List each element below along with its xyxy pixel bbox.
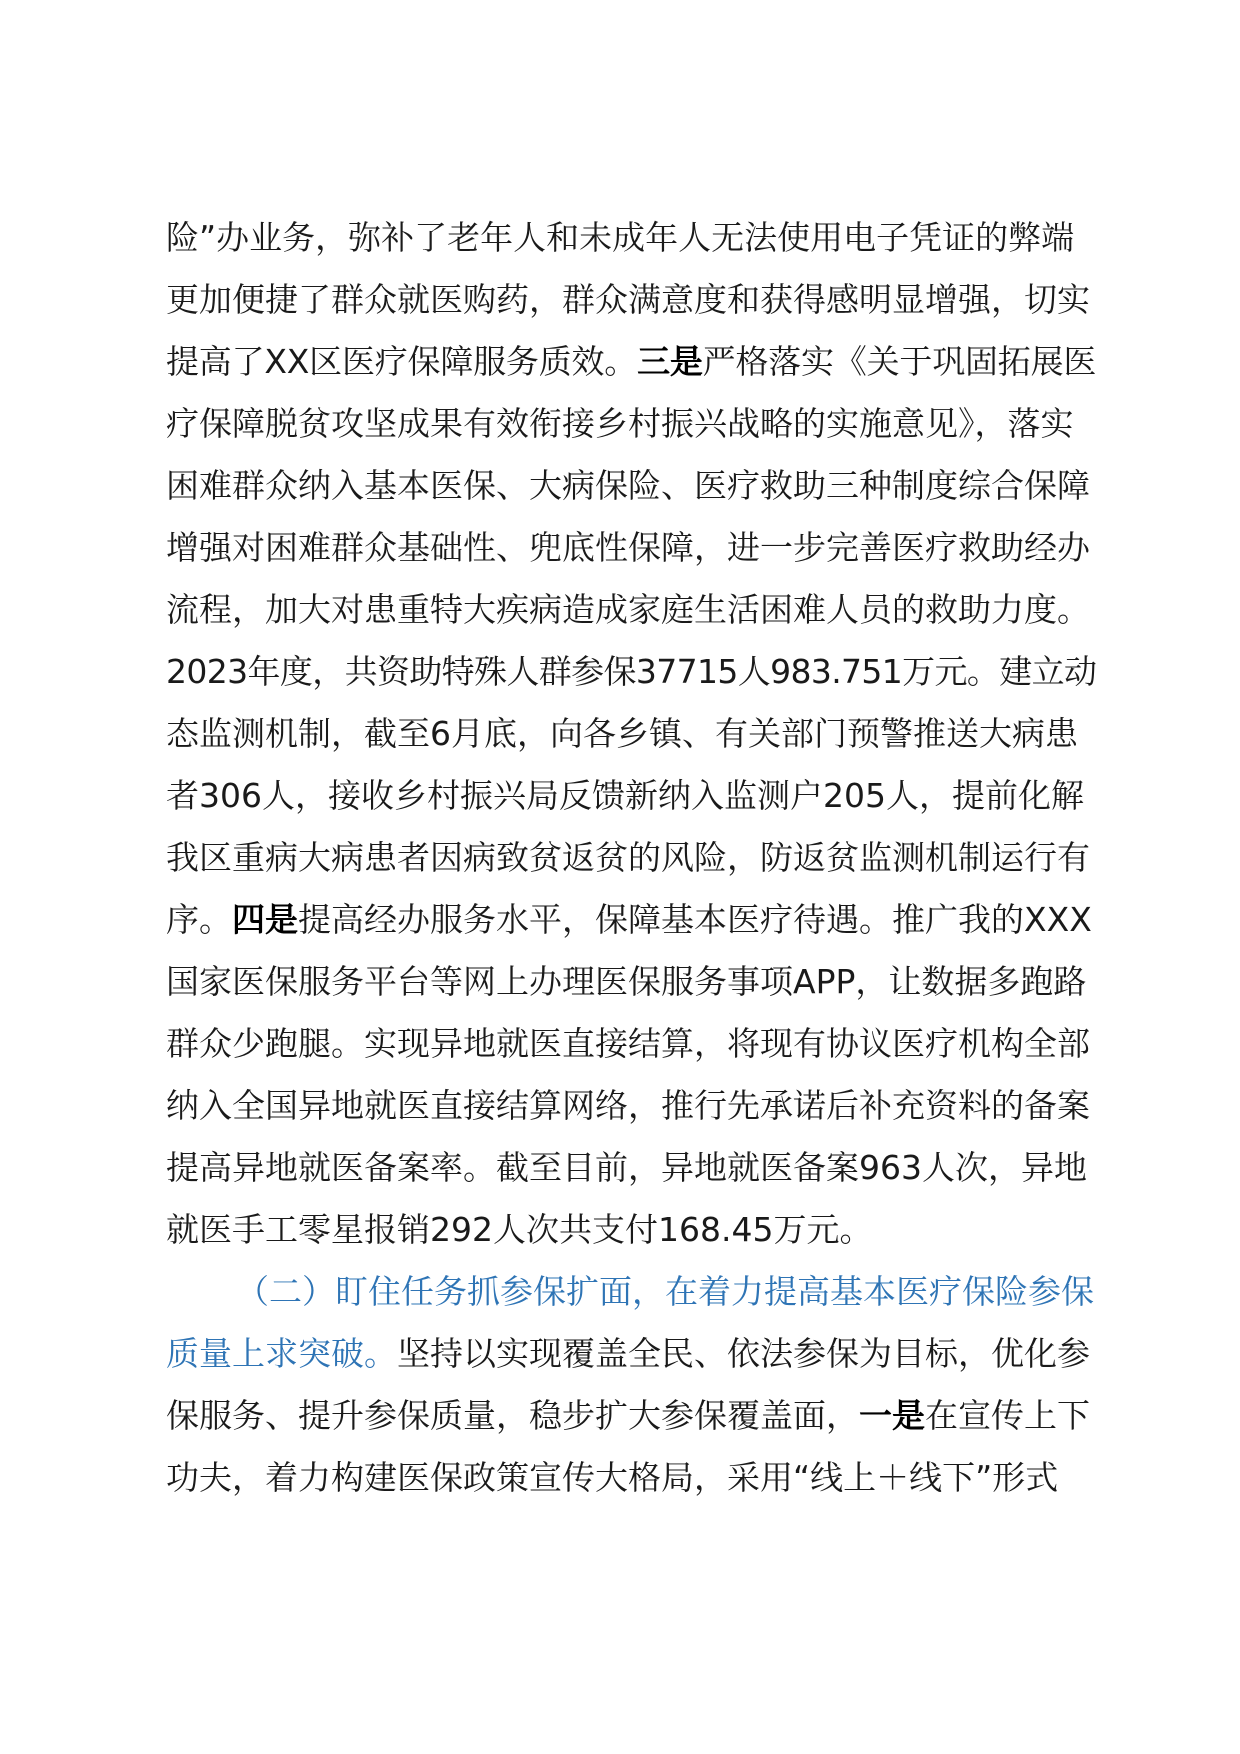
text-run: 就医手工零星报销292人次共支付168.45万元。 — [166, 1210, 873, 1249]
text-run: 国家医保服务平台等网上办理医保服务事项APP，让数据多跑路 — [166, 962, 1087, 1001]
text-run: 困难群众纳入基本医保、大病保险、医疗救助三种制度综合保障 — [166, 466, 1090, 505]
text-run: 群众少跑腿。实现异地就医直接结算，将现有协议医疗机构全部 — [166, 1024, 1090, 1063]
text-run: 流程，加大对患重特大疾病造成家庭生活困难人员的救助力度。 — [166, 590, 1090, 629]
text-line — [166, 765, 1096, 827]
body-text — [166, 207, 1096, 1509]
text-run: 提高了XX区医疗保障服务质效。 — [166, 342, 638, 381]
text-run: 保服务、提升参保质量，稳步扩大参保覆盖面， — [166, 1396, 859, 1435]
text-run: 坚持以实现覆盖全民、依法参保为目标，优化参 — [397, 1334, 1090, 1373]
text-line — [166, 1199, 1096, 1261]
text-line — [166, 889, 1096, 951]
text-run: 提高经办服务水平，保障基本医疗待遇。推广我的XXX — [298, 900, 1092, 939]
text-run: 功夫，着力构建医保政策宣传大格局，采用“线上＋线下”形式 — [166, 1458, 1059, 1497]
text-run: 更加便捷了群众就医购药，群众满意度和获得感明显增强，切实 — [166, 280, 1090, 319]
text-line — [166, 517, 1096, 579]
text-line — [166, 1323, 1096, 1385]
bold-label: 四是 — [232, 900, 298, 939]
bold-label: 三是 — [637, 342, 703, 381]
text-run: 增强对困难群众基础性、兜底性保障，进一步完善医疗救助经办 — [166, 528, 1090, 567]
text-line — [166, 641, 1096, 703]
text-line — [166, 1075, 1096, 1137]
text-line — [166, 393, 1096, 455]
text-run: 在宣传上下 — [925, 1396, 1090, 1435]
text-run: 序。 — [166, 900, 232, 939]
text-run: 纳入全国异地就医直接结算网络，推行先承诺后补充资料的备案 — [166, 1086, 1090, 1125]
text-line — [166, 703, 1096, 765]
text-line — [166, 207, 1096, 269]
text-line — [166, 579, 1096, 641]
text-run: 险”办业务，弥补了老年人和未成年人无法使用电子凭证的弊端 — [166, 218, 1075, 257]
text-line — [166, 827, 1096, 889]
section-heading-line — [166, 1261, 1096, 1323]
text-line — [166, 331, 1096, 393]
text-run: 者306人，接收乡村振兴局反馈新纳入监测户205人，提前化解 — [166, 776, 1084, 815]
text-run: 疗保障脱贫攻坚成果有效衔接乡村振兴战略的实施意见》，落实 — [166, 404, 1074, 443]
bold-label: 一是 — [859, 1396, 925, 1435]
text-line — [166, 1013, 1096, 1075]
text-line — [166, 1447, 1096, 1509]
text-run: 2023年度，共资助特殊人群参保37715人983.751万元。建立动 — [166, 652, 1097, 691]
text-line — [166, 269, 1096, 331]
text-line — [166, 1385, 1096, 1447]
text-line — [166, 1137, 1096, 1199]
text-run: 我区重病大病患者因病致贫返贫的风险，防返贫监测机制运行有 — [166, 838, 1090, 877]
text-run: 提高异地就医备案率。截至目前，异地就医备案963人次，异地 — [166, 1148, 1087, 1187]
text-run: 态监测机制，截至6月底，向各乡镇、有关部门预警推送大病患 — [166, 714, 1078, 753]
text-run: 严格落实《关于巩固拓展医 — [702, 342, 1097, 381]
text-line — [166, 455, 1096, 517]
section-heading: （二）盯住任务抓参保扩面，在着力提高基本医疗保险参保 — [236, 1272, 1094, 1311]
text-line — [166, 951, 1096, 1013]
section-heading: 质量上求突破。 — [166, 1334, 397, 1373]
